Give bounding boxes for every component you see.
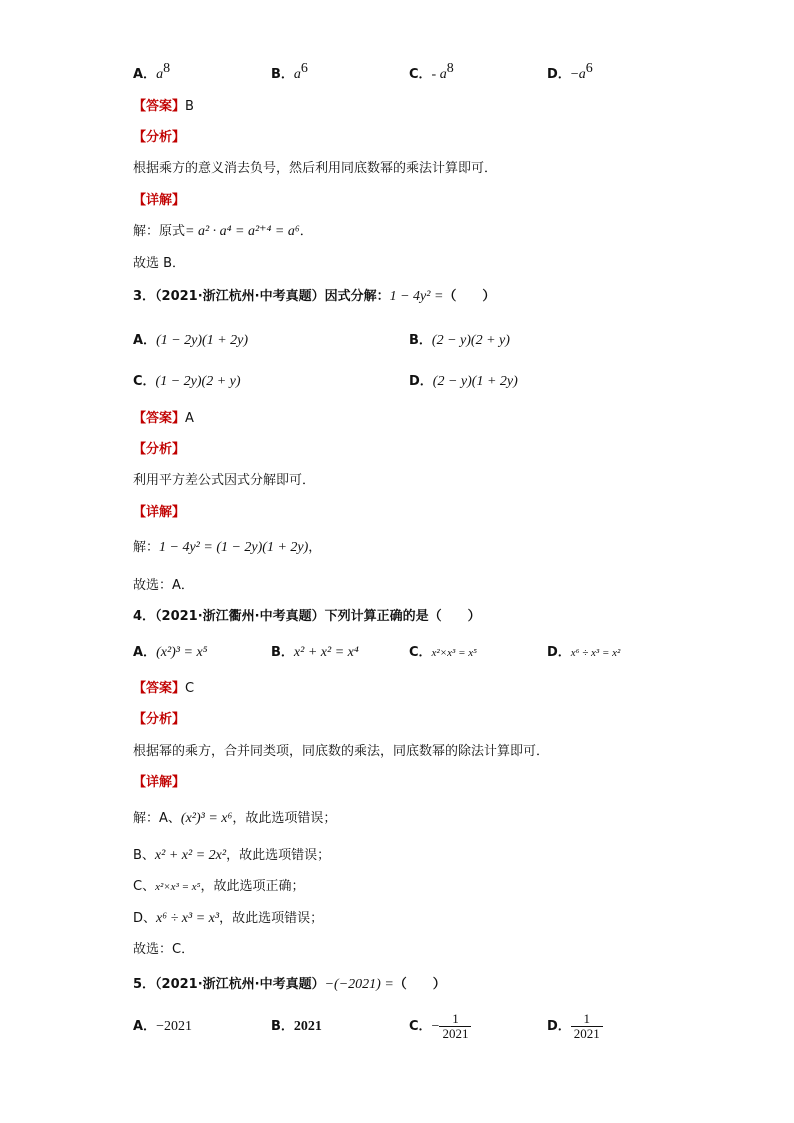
q4-detail-a-expr: (x²)³ = x⁶ xyxy=(180,811,233,826)
q4-option-b-label: B． xyxy=(271,645,294,660)
q5-option-a-label: A． xyxy=(133,1019,157,1034)
q4-analysis-text: 根据幂的乘方，合并同类项，同底数的乘法，同底数幂的除法计算即可． xyxy=(133,744,550,759)
q2-option-c-sign: - xyxy=(431,67,440,82)
q4-option-a xyxy=(133,644,208,662)
q2-detail-expr: = a² · a⁴ = a²⁺⁴ = a⁶ xyxy=(185,224,300,239)
q2-option-d-label: D． xyxy=(547,67,571,82)
q4-analysis-tag: 【分析】 xyxy=(133,712,186,727)
q3-title xyxy=(133,288,495,306)
q4-option-c xyxy=(409,644,477,662)
q4-detail-line-c xyxy=(133,878,305,896)
q3-option-a xyxy=(133,332,248,350)
q3-detail-heading xyxy=(133,504,185,522)
q3-option-d xyxy=(409,373,518,391)
q3-option-b xyxy=(409,332,510,350)
q3-detail-text xyxy=(133,539,321,557)
q4-detail-d-expr: x⁶ ÷ x³ = x³ xyxy=(156,911,220,926)
q3-analysis-text: 利用平方差公式因式分解即可． xyxy=(133,473,316,488)
q4-detail-c-suffix: ，故此选项正确； xyxy=(200,879,305,894)
q5-option-c-label: C． xyxy=(409,1019,432,1034)
q3-conclusion: 故选：A． xyxy=(133,578,194,593)
q3-detail-expr: 1 − 4y² = (1 − 2y)(1 + 2y) xyxy=(159,540,309,555)
q5-option-c-numerator: 1 xyxy=(452,1011,459,1026)
q2-detail-suffix: ． xyxy=(299,224,313,239)
q3-option-b-expr: (2 − y)(2 + y) xyxy=(431,333,510,348)
q3-title-text: 3．（2021·浙江杭州·中考真题）因式分解： xyxy=(133,289,390,304)
q4-detail-line-a xyxy=(133,810,336,828)
q2-answer-value: B xyxy=(185,99,194,114)
q2-option-a-label: A． xyxy=(133,67,157,82)
q5-option-a xyxy=(133,1018,192,1036)
q4-detail-line-b xyxy=(133,847,330,865)
q4-analysis-heading xyxy=(133,711,185,729)
q2-option-c-base: a xyxy=(439,67,447,82)
q2-detail-prefix: 解：原式 xyxy=(133,224,186,239)
q2-conclusion: 故选 B． xyxy=(133,256,186,271)
q2-detail-tag: 【详解】 xyxy=(133,193,186,208)
q4-detail-a-suffix: ，故此选项错误； xyxy=(232,811,337,826)
q4-detail-line-d xyxy=(133,910,323,928)
q2-option-c-label: C． xyxy=(409,67,432,82)
q2-answer xyxy=(133,98,194,116)
q3-analysis-tag: 【分析】 xyxy=(133,442,186,457)
q5-option-c xyxy=(409,1009,471,1045)
q3-title-blank: （ ） xyxy=(443,289,496,304)
q2-option-a xyxy=(133,61,171,84)
q4-detail-b-prefix: B、 xyxy=(133,848,155,863)
q5-title-text: 5．（2021·浙江杭州·中考真题） xyxy=(133,977,325,992)
q4-option-c-label: C． xyxy=(409,645,432,660)
q5-option-d-fraction xyxy=(571,1012,603,1041)
q4-option-b-expr: x² + x² = x⁴ xyxy=(293,645,359,660)
q5-option-d-numerator: 1 xyxy=(583,1011,591,1026)
q4-detail-d-suffix: ，故此选项错误； xyxy=(219,911,324,926)
q4-option-d-label: D． xyxy=(547,645,571,660)
q2-option-b xyxy=(271,61,308,84)
q4-answer-value: C xyxy=(185,681,195,696)
q3-detail-tag: 【详解】 xyxy=(133,505,186,520)
q4-option-d-expr: x⁶ ÷ x³ = x² xyxy=(570,647,621,659)
q2-option-a-base: a xyxy=(156,67,164,82)
q4-detail-b-suffix: ，故此选项错误； xyxy=(226,848,331,863)
q3-answer-tag: 【答案】 xyxy=(133,411,186,426)
q5-option-c-denominator: 2021 xyxy=(439,1026,471,1041)
q3-detail-prefix: 解： xyxy=(133,540,160,555)
q5-option-b-expr: 2021 xyxy=(293,1019,322,1034)
q2-option-a-exp: 8 xyxy=(163,61,171,76)
q5-title-expr: −(−2021) = xyxy=(324,977,394,992)
q2-answer-tag: 【答案】 xyxy=(133,99,186,114)
q2-option-c-exp: 8 xyxy=(446,61,454,76)
q2-option-b-exp: 6 xyxy=(300,61,308,76)
q4-detail-heading xyxy=(133,774,185,792)
q4-option-a-expr: (x²)³ = x⁵ xyxy=(156,645,208,660)
q5-option-d xyxy=(547,1009,603,1045)
q5-option-b xyxy=(271,1018,322,1036)
q4-option-b xyxy=(271,644,359,662)
q2-option-d xyxy=(547,61,593,84)
q4-detail-a-prefix: 解：A、 xyxy=(133,811,181,826)
q2-option-d-exp: 6 xyxy=(585,61,593,76)
q2-option-b-label: B． xyxy=(271,67,294,82)
q5-title-blank: （ ） xyxy=(393,977,446,992)
q3-option-b-label: B． xyxy=(409,333,432,348)
q4-answer-tag: 【答案】 xyxy=(133,681,186,696)
q3-analysis-heading xyxy=(133,441,185,459)
q3-option-c xyxy=(133,373,241,391)
q4-detail-b-expr: x² + x² = 2x² xyxy=(154,848,227,863)
q4-option-d xyxy=(547,644,620,662)
q5-option-a-expr: −2021 xyxy=(156,1019,192,1034)
q2-detail-text xyxy=(133,223,313,241)
q5-option-d-denominator: 2021 xyxy=(571,1026,603,1041)
q5-option-c-sign: − xyxy=(431,1019,440,1034)
q2-analysis-heading xyxy=(133,129,185,147)
q3-title-expr: 1 − 4y² = xyxy=(389,289,444,304)
q2-detail-heading xyxy=(133,192,185,210)
q2-option-d-sign: − xyxy=(570,67,579,82)
q5-option-d-label: D． xyxy=(547,1019,571,1034)
q4-option-c-expr: x²×x³ = x⁵ xyxy=(431,647,477,659)
q3-option-d-expr: (2 − y)(1 + 2y) xyxy=(432,374,518,389)
q3-answer-value: A xyxy=(185,411,194,426)
q4-conclusion: 故选：C． xyxy=(133,942,195,957)
q2-option-d-base: a xyxy=(578,67,586,82)
q3-option-c-expr: (1 − 2y)(2 + y) xyxy=(155,374,241,389)
q5-title xyxy=(133,976,446,994)
q2-option-c xyxy=(409,61,454,84)
q2-analysis-tag: 【分析】 xyxy=(133,130,186,145)
q3-option-a-expr: (1 − 2y)(1 + 2y) xyxy=(156,333,249,348)
q4-answer xyxy=(133,680,194,698)
q3-detail-suffix: ， xyxy=(308,540,322,555)
q2-analysis-text: 根据乘方的意义消去负号，然后利用同底数幂的乘法计算即可． xyxy=(133,161,498,176)
q5-option-b-label: B． xyxy=(271,1019,294,1034)
q3-option-c-label: C． xyxy=(133,374,156,389)
q3-option-d-label: D． xyxy=(409,374,433,389)
q2-option-b-base: a xyxy=(293,67,301,82)
q4-detail-tag: 【详解】 xyxy=(133,775,186,790)
q3-answer xyxy=(133,410,194,428)
q4-detail-d-prefix: D、 xyxy=(133,911,157,926)
q4-detail-c-prefix: C、 xyxy=(133,879,156,894)
q4-option-a-label: A． xyxy=(133,645,157,660)
q5-option-c-fraction xyxy=(439,1012,471,1041)
q4-title: 4．（2021·浙江衢州·中考真题）下列计算正确的是（ ） xyxy=(133,609,481,624)
q4-detail-c-expr: x²×x³ = x⁵ xyxy=(155,881,201,893)
q3-option-a-label: A． xyxy=(133,333,157,348)
